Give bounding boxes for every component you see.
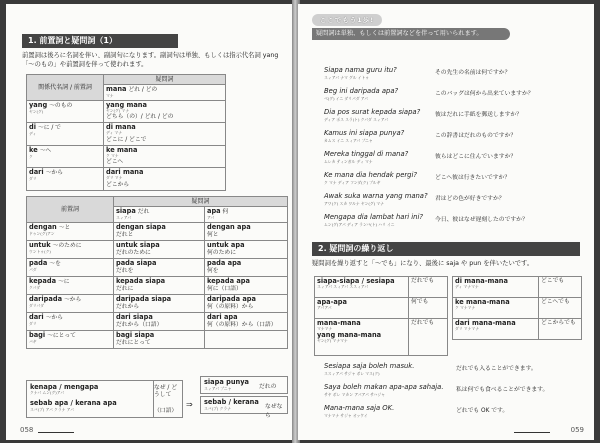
repetition-table-right [452,276,582,340]
table-row: di ～に / で ディ di mana ディ マナ どこに / どこで [27,123,226,146]
table-row: dari ～から ダリ dari siapa だれから（口語） dari apa 何（の原料）から（口語） [27,312,288,330]
section-intro-2: 疑問詞を繰り返すと「～でも」になり、最後に saja や pun を伴いたいです。 [312,260,534,267]
example-sentence: Mereka tinggal di mana? ムレカ ティンガル ディ マナ 彼らはどこに住んでいますか？ [324,150,517,164]
repetition-table-left [314,276,448,356]
kenapa-reading: クナパ ムン(グ)アパ [30,390,65,395]
col-header-1: 前置詞 [27,197,114,223]
example-sentence: Awak suka warna yang mana? アワ(ク) スカ ワルナ ヤン(グ) マナ 君はどの色が好きですか？ [324,192,505,206]
example-sentence: Mengapa dia lambat hari ini? ムン(グ)アパ ディア ランバ(ト) ハリ イニ 今日、彼はなぜ遅刻したのですか？ [324,213,528,227]
header-cell-mana: mana どれ / どの マナ [104,85,226,101]
sebab-word: sebab / kerana [204,398,259,406]
sebab-apa-reading: スバ(ブ) アパ クラナ アパ [30,407,74,412]
subtitle-bar [312,28,510,40]
table-row: apa-apa アパアパ 何でも [315,298,448,319]
table-row: bagi ～にとって バギ bagi siapa だれにとって [27,330,288,348]
intro-paragraph: 前置詞は後ろに名詞を伴い、副詞句になります。副詞句は単独、もしくは指示代名詞 yang「～のもの」や前置詞を伴って使われます。 [22,52,279,68]
preposition-table-1 [26,74,226,191]
table-row: dari ～から ダリ dari mana ダリ マナ どこから [27,168,226,191]
left-page [6,4,294,440]
header-cell-apa: apa 何 アパ [205,207,288,223]
table-row: untuk ～のために ウントゥ(ク) untuk siapa だれのために untuk apa 何のために [27,240,288,258]
table-row: pada ～を パダ pada siapa だれを pada apa 何を [27,258,288,276]
header-cell-siapa: siapa だれ スィアパ [114,207,205,223]
preposition-table-2 [26,196,288,349]
why-meaning-box [152,380,183,418]
siapa-punya-meaning: だれの [259,384,277,390]
col-header-2: 疑問詞 [114,197,288,207]
sebab-box [200,396,288,419]
example-sentence: Ke mana dia hendak pergi? ク マナ ディア フンダ(ク) プルギ どこへ彼は行きたいですか？ [324,171,511,185]
example-sentence: Kamus ini siapa punya? カムス イニ スィアパ プニャ この辞書はだれのものですか？ [324,129,517,143]
example-sentence: Siapa nama guru itu? スィアパ ナマ グル イトゥ その先生の名前は何ですか？ [324,66,511,80]
table-row: dengan ～と ドゥン(グ)アン dengan siapa だれと dengan apa 何と [27,222,288,240]
table-row: ke ～へ ク ke mana ク マナ どこへ [27,145,226,168]
page-arrow-icon [514,432,550,433]
sebab-reading: スバ(ブ) クラナ [204,406,231,411]
table-row: di mana-mana ディ マナマナ どこでも [453,277,582,298]
colloquial-note: （口語） [154,408,178,414]
example-sentence: Sesiapa saja boleh masuk. ススィアパ サジャ ボレ マス(ク) だれでも入ることができます。 [324,362,537,376]
page-arrow-icon [38,432,74,433]
why-box [26,380,154,418]
table-row: kepada ～に クパダ kepada siapa だれに kepada apa 何に（口語） [27,276,288,294]
right-page [298,4,594,440]
table-row: dari mana-mana ダリ マナマナ どこからでも [453,319,582,340]
table-row: mana-mana マナマナ yang mana-mana ヤン(グ) マナマナ だれでも [315,319,448,356]
kenapa-word: kenapa / mengapa [30,383,99,391]
page-number: 059 [570,426,584,434]
example-sentence: Mana-mana saja OK. マナマナ サジャ オッケイ どれでも OK です。 [324,404,509,418]
col-header-1: 関係代名詞 / 前置詞 [27,75,104,101]
table-row: yang ～のもの ヤン(グ) yang mana ヤン(グ) マナ どちら（の）/ どれ / どの [27,100,226,123]
section-title-2: 2. 疑問詞の繰り返し [312,242,580,256]
sebab-meaning: なぜなら [265,404,283,419]
arrow-icon: ⇒ [186,400,193,409]
table-row: ke mana-mana ク マナマナ どこへでも [453,298,582,319]
page-number: 058 [20,426,34,434]
tip-badge: ここでもう1歩! [312,14,382,26]
siapa-punya-box [200,376,288,394]
table-row: siapa-siapa / sesiapa スィアパ スィアパ ススィアパ だれでも [315,277,448,298]
section-title: 1. 前置詞と疑問詞（1） [22,34,178,48]
example-sentence: Beg ini daripada apa? ベ(グ) イニ ダリパダ アパ このバッグは何から出来ていますか？ [324,87,534,101]
example-sentence: Saya boleh makan apa-apa sahaja. サヤ ボレ マカン アパアパ サハジャ 私は何でも食べることができます。 [324,383,549,397]
table-row: daripada ～から ダリパダ daripada siapa だれから daripada apa 何（の原料）から [27,294,288,312]
siapa-punya-word: siapa punya [204,378,249,386]
example-sentence: Dia pos surat kepada siapa? ディア ポス スラ(ト) クパダ スィアパ 彼はだれに手紙を郵送しますか？ [324,108,522,122]
why-meaning: なぜ / どうして [154,385,178,398]
siapa-punya-reading: スィアパ プニャ [204,386,232,391]
col-header-2: 疑問詞 [104,75,226,85]
section-subtitle: 疑問詞は単独、もしくは前置詞などを伴って用いられます。 [316,30,483,37]
sebab-apa-word: sebab apa / kerana apa [30,399,117,407]
